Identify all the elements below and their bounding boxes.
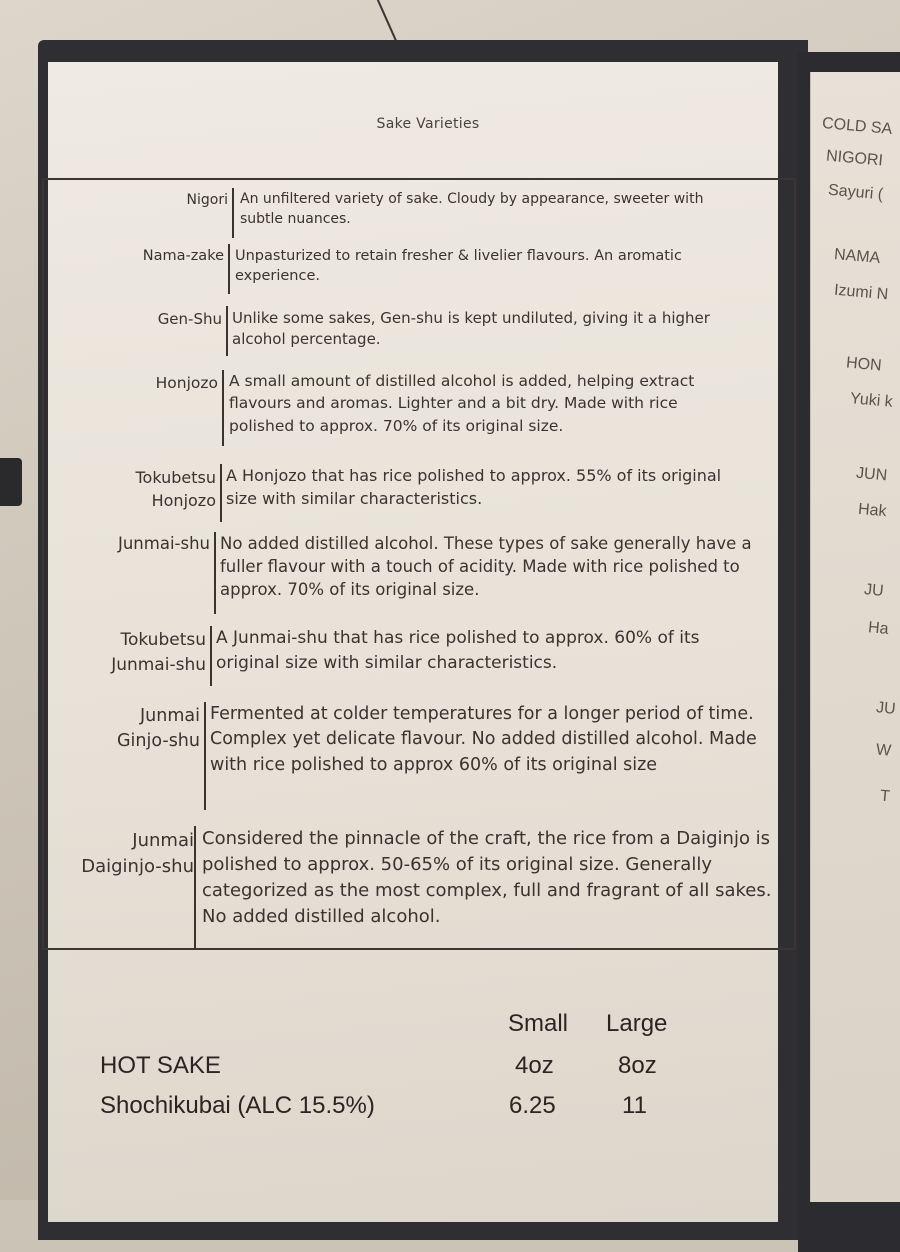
variety-term: Gen-Shu <box>157 310 222 328</box>
side-page-line: JU <box>875 699 897 718</box>
column-divider <box>226 306 228 356</box>
variety-term: Junmai Daiginjo-shu <box>81 830 194 878</box>
variety-term: Nigori <box>186 192 228 208</box>
side-page-line: Sayuri ( <box>827 181 884 204</box>
column-divider <box>222 370 224 446</box>
variety-row <box>44 188 794 238</box>
variety-description: Fermented at colder temperatures for a longer period of time. Complex yet delicate flavour. No added distilled alcohol. Made with rice polished to approx 60% of its original size <box>210 704 757 775</box>
page-title: Sake Varieties <box>376 116 480 132</box>
variety-term: Tokubetsu Junmai-shu <box>111 630 206 675</box>
variety-row <box>44 306 794 356</box>
variety-row <box>44 464 794 524</box>
side-page-line: COLD SA <box>821 114 893 139</box>
variety-description: An unfiltered variety of sake. Cloudy by appearance, sweeter with subtle nuances. <box>240 191 704 227</box>
column-divider <box>204 702 206 810</box>
column-divider <box>194 826 196 950</box>
price-small: 6.25 <box>509 1092 556 1119</box>
sake-varieties-table <box>42 178 796 950</box>
variety-row <box>44 370 794 446</box>
side-page-line: W <box>875 741 892 760</box>
variety-term: Nama-zake <box>142 248 224 264</box>
side-page-line: Hak <box>857 500 888 521</box>
variety-term: Junmai Ginjo-shu <box>116 706 200 752</box>
side-page-line: NAMA <box>833 246 881 267</box>
side-page-line: JUN <box>855 464 888 485</box>
size-header-small: Small <box>508 1010 569 1037</box>
variety-description: A Junmai-shu that has rice polished to approx. 60% of its original size with similar characteristics. <box>216 628 700 673</box>
variety-row <box>44 702 794 812</box>
variety-description: Considered the pinnacle of the craft, the rice from a Daiginjo is polished to approx. 50-65% of its original size. Generally categorized as the most complex, full and fragrant of all sakes. No added distilled alcohol. <box>202 828 772 928</box>
variety-description: Unpasturized to retain fresher & livelier flavours. An aromatic experience. <box>235 248 682 285</box>
variety-description: A small amount of distilled alcohol is added, helping extract flavours and aromas. Lighter and a bit dry. Made with rice polished to approx. 70% of its original size. <box>229 372 695 435</box>
small-size-oz: 4oz <box>515 1052 554 1079</box>
variety-row <box>44 532 794 614</box>
variety-row <box>44 244 794 294</box>
variety-description: A Honjozo that has rice polished to approx. 55% of its original size with similar characteristics. <box>226 466 722 509</box>
folder-clip <box>0 458 22 506</box>
size-header-large: Large <box>606 1010 668 1037</box>
hot-sake-heading: HOT SAKE <box>100 1052 221 1079</box>
side-page-line: JU <box>863 581 885 600</box>
column-divider <box>232 188 234 238</box>
side-page-line: Ha <box>867 619 890 638</box>
column-divider <box>228 244 230 294</box>
side-page-line: Izumi N <box>833 281 889 304</box>
large-size-oz: 8oz <box>618 1052 657 1079</box>
variety-term: Honjozo <box>155 374 218 392</box>
variety-term: Junmai-shu <box>117 534 210 553</box>
variety-description: Unlike some sakes, Gen-shu is kept undiluted, giving it a higher alcohol percentage. <box>232 309 710 348</box>
variety-description: No added distilled alcohol. These types of sake generally have a fuller flavour with a touch of acidity. Made with rice polished to approx. 70% of its original size. <box>220 534 752 600</box>
variety-term: Tokubetsu Honjozo <box>135 468 216 511</box>
side-page-line: Yuki k <box>849 390 894 411</box>
side-page-line: HON <box>845 354 883 375</box>
variety-row <box>44 626 794 686</box>
column-divider <box>220 464 222 522</box>
hot-sake-section <box>100 1010 700 1170</box>
hot-sake-item: Shochikubai (ALC 15.5%) <box>100 1092 375 1119</box>
side-page-line: NIGORI <box>825 147 884 170</box>
side-page-line: T <box>879 787 891 806</box>
variety-row <box>44 826 794 952</box>
menu-page <box>48 62 778 1222</box>
column-divider <box>210 626 212 686</box>
price-large: 11 <box>622 1092 647 1119</box>
column-divider <box>214 532 216 614</box>
